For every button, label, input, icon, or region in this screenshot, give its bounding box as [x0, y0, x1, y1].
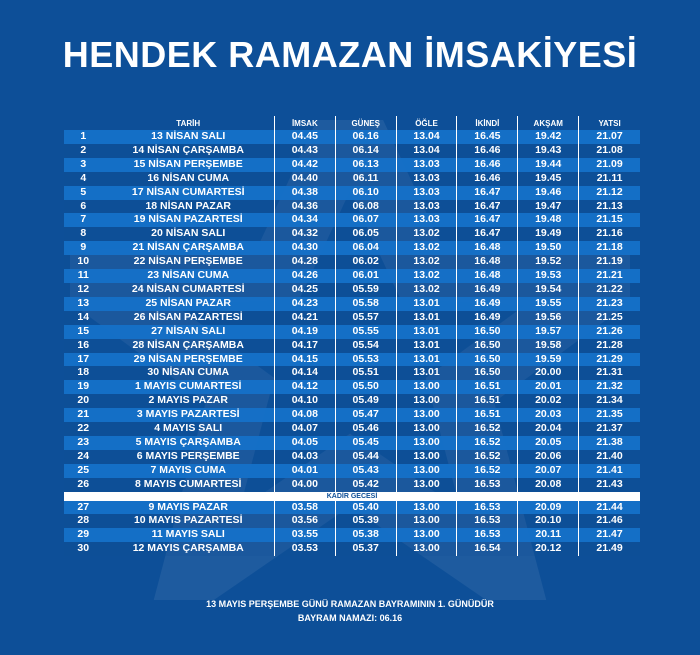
row-ikindi: 16.49 — [457, 297, 518, 311]
row-date: 22 NİSAN PERŞEMBE — [103, 255, 275, 269]
row-aksam: 19.46 — [518, 186, 579, 200]
table-row — [64, 255, 640, 269]
row-gunes: 06.08 — [336, 200, 397, 214]
row-ikindi: 16.54 — [457, 542, 518, 556]
row-aksam: 19.44 — [518, 158, 579, 172]
table-row — [64, 339, 640, 353]
row-yatsi: 21.23 — [579, 297, 640, 311]
row-date: 20 NİSAN SALI — [103, 227, 275, 241]
row-ogle: 13.03 — [397, 213, 458, 227]
row-ogle: 13.01 — [397, 366, 458, 380]
footer-bayram-note: 13 MAYIS PERŞEMBE GÜNÜ RAMAZAN BAYRAMININ 1. GÜNÜDÜR — [206, 599, 494, 609]
row-yatsi: 21.43 — [579, 478, 640, 492]
row-ogle: 13.00 — [397, 408, 458, 422]
table-row — [64, 478, 640, 492]
row-imsak: 04.26 — [275, 269, 336, 283]
row-aksam: 19.56 — [518, 311, 579, 325]
row-imsak: 03.55 — [275, 528, 336, 542]
row-gunes: 06.13 — [336, 158, 397, 172]
row-imsak: 04.05 — [275, 436, 336, 450]
row-ikindi: 16.51 — [457, 394, 518, 408]
row-yatsi: 21.37 — [579, 422, 640, 436]
row-date: 16 NİSAN CUMA — [103, 172, 275, 186]
row-gunes: 05.40 — [336, 501, 397, 515]
row-yatsi: 21.22 — [579, 283, 640, 297]
row-ogle: 13.00 — [397, 380, 458, 394]
row-ikindi: 16.45 — [457, 130, 518, 144]
row-ikindi: 16.47 — [457, 200, 518, 214]
row-aksam: 20.08 — [518, 478, 579, 492]
row-gunes: 06.16 — [336, 130, 397, 144]
row-aksam: 19.45 — [518, 172, 579, 186]
row-yatsi: 21.09 — [579, 158, 640, 172]
row-imsak: 04.14 — [275, 366, 336, 380]
row-ikindi: 16.50 — [457, 366, 518, 380]
row-date: 10 MAYIS PAZARTESİ — [103, 514, 275, 528]
row-number: 17 — [64, 353, 103, 367]
row-imsak: 03.56 — [275, 514, 336, 528]
row-number: 25 — [64, 464, 103, 478]
row-ogle: 13.02 — [397, 255, 458, 269]
header-no — [64, 116, 103, 130]
row-ikindi: 16.47 — [457, 186, 518, 200]
row-gunes: 06.14 — [336, 144, 397, 158]
row-ogle: 13.00 — [397, 542, 458, 556]
row-ikindi: 16.49 — [457, 311, 518, 325]
row-aksam: 20.03 — [518, 408, 579, 422]
row-ikindi: 16.46 — [457, 144, 518, 158]
row-number: 13 — [64, 297, 103, 311]
row-imsak: 04.36 — [275, 200, 336, 214]
table-row — [64, 501, 640, 515]
row-ogle: 13.01 — [397, 311, 458, 325]
row-aksam: 20.05 — [518, 436, 579, 450]
row-number: 9 — [64, 241, 103, 255]
row-gunes: 06.11 — [336, 172, 397, 186]
header-tarih: TARİH — [103, 116, 275, 130]
row-aksam: 19.49 — [518, 227, 579, 241]
row-gunes: 05.58 — [336, 297, 397, 311]
row-ogle: 13.03 — [397, 186, 458, 200]
row-gunes: 06.05 — [336, 227, 397, 241]
row-number: 1 — [64, 130, 103, 144]
row-ikindi: 16.50 — [457, 339, 518, 353]
row-imsak: 04.23 — [275, 297, 336, 311]
row-gunes: 05.49 — [336, 394, 397, 408]
row-aksam: 20.10 — [518, 514, 579, 528]
row-aksam: 20.09 — [518, 501, 579, 515]
table-row — [64, 528, 640, 542]
row-ikindi: 16.53 — [457, 514, 518, 528]
row-ogle: 13.02 — [397, 227, 458, 241]
row-gunes: 05.45 — [336, 436, 397, 450]
row-number: 23 — [64, 436, 103, 450]
row-date: 15 NİSAN PERŞEMBE — [103, 158, 275, 172]
row-imsak: 04.19 — [275, 325, 336, 339]
table-row — [64, 394, 640, 408]
row-date: 17 NİSAN CUMARTESİ — [103, 186, 275, 200]
row-date: 1 MAYIS CUMARTESİ — [103, 380, 275, 394]
row-yatsi: 21.11 — [579, 172, 640, 186]
row-ikindi: 16.47 — [457, 213, 518, 227]
row-date: 18 NİSAN PAZAR — [103, 200, 275, 214]
row-imsak: 04.40 — [275, 172, 336, 186]
row-number: 14 — [64, 311, 103, 325]
table-row — [64, 325, 640, 339]
row-ogle: 13.01 — [397, 353, 458, 367]
row-aksam: 19.58 — [518, 339, 579, 353]
row-date: 19 NİSAN PAZARTESİ — [103, 213, 275, 227]
row-ikindi: 16.46 — [457, 158, 518, 172]
table-row — [64, 408, 640, 422]
row-imsak: 04.07 — [275, 422, 336, 436]
row-aksam: 20.07 — [518, 464, 579, 478]
row-number: 5 — [64, 186, 103, 200]
row-aksam: 19.53 — [518, 269, 579, 283]
row-gunes: 06.02 — [336, 255, 397, 269]
row-yatsi: 21.49 — [579, 542, 640, 556]
row-number: 6 — [64, 200, 103, 214]
row-gunes: 05.57 — [336, 311, 397, 325]
kadir-gecesi-label: KADİR GECESİ — [64, 492, 640, 501]
row-date: 26 NİSAN PAZARTESİ — [103, 311, 275, 325]
row-yatsi: 21.44 — [579, 501, 640, 515]
row-ogle: 13.00 — [397, 478, 458, 492]
row-ogle: 13.04 — [397, 144, 458, 158]
row-yatsi: 21.07 — [579, 130, 640, 144]
row-number: 10 — [64, 255, 103, 269]
row-yatsi: 21.18 — [579, 241, 640, 255]
row-gunes: 05.54 — [336, 339, 397, 353]
kadir-gecesi-row — [64, 492, 640, 501]
row-ogle: 13.02 — [397, 269, 458, 283]
row-yatsi: 21.47 — [579, 528, 640, 542]
table-row — [64, 436, 640, 450]
row-yatsi: 21.21 — [579, 269, 640, 283]
row-imsak: 03.53 — [275, 542, 336, 556]
row-imsak: 04.12 — [275, 380, 336, 394]
row-ikindi: 16.51 — [457, 408, 518, 422]
row-ikindi: 16.47 — [457, 227, 518, 241]
row-imsak: 04.00 — [275, 478, 336, 492]
row-date: 14 NİSAN ÇARŞAMBA — [103, 144, 275, 158]
row-ikindi: 16.53 — [457, 478, 518, 492]
table-row — [64, 542, 640, 556]
row-ogle: 13.01 — [397, 325, 458, 339]
row-gunes: 05.37 — [336, 542, 397, 556]
header-ogle: ÖĞLE — [397, 116, 458, 130]
row-ikindi: 16.48 — [457, 269, 518, 283]
row-aksam: 19.50 — [518, 241, 579, 255]
row-number: 26 — [64, 478, 103, 492]
row-ogle: 13.02 — [397, 241, 458, 255]
page-title: HENDEK RAMAZAN İMSAKİYESİ — [62, 34, 638, 75]
row-date: 23 NİSAN CUMA — [103, 269, 275, 283]
table-row — [64, 172, 640, 186]
row-gunes: 06.07 — [336, 213, 397, 227]
row-date: 4 MAYIS SALI — [103, 422, 275, 436]
row-yatsi: 21.26 — [579, 325, 640, 339]
row-imsak: 04.08 — [275, 408, 336, 422]
row-number: 12 — [64, 283, 103, 297]
row-ikindi: 16.48 — [457, 241, 518, 255]
row-aksam: 20.02 — [518, 394, 579, 408]
row-gunes: 05.43 — [336, 464, 397, 478]
row-date: 25 NİSAN PAZAR — [103, 297, 275, 311]
row-ikindi: 16.48 — [457, 255, 518, 269]
table-row — [64, 380, 640, 394]
header-ikindi: İKİNDİ — [457, 116, 518, 130]
table-row — [64, 297, 640, 311]
row-date: 27 NİSAN SALI — [103, 325, 275, 339]
row-ogle: 13.03 — [397, 200, 458, 214]
row-gunes: 05.59 — [336, 283, 397, 297]
header-gunes: GÜNEŞ — [336, 116, 397, 130]
table-row — [64, 450, 640, 464]
row-number: 16 — [64, 339, 103, 353]
row-ikindi: 16.53 — [457, 501, 518, 515]
row-ogle: 13.00 — [397, 514, 458, 528]
row-imsak: 04.43 — [275, 144, 336, 158]
row-number: 28 — [64, 514, 103, 528]
row-date: 8 MAYIS CUMARTESİ — [103, 478, 275, 492]
table-row — [64, 366, 640, 380]
row-date: 12 MAYIS ÇARŞAMBA — [103, 542, 275, 556]
row-date: 7 MAYIS CUMA — [103, 464, 275, 478]
row-gunes: 06.10 — [336, 186, 397, 200]
row-number: 7 — [64, 213, 103, 227]
row-ikindi: 16.49 — [457, 283, 518, 297]
row-imsak: 04.17 — [275, 339, 336, 353]
row-yatsi: 21.46 — [579, 514, 640, 528]
row-yatsi: 21.38 — [579, 436, 640, 450]
row-date: 6 MAYIS PERŞEMBE — [103, 450, 275, 464]
row-aksam: 19.42 — [518, 130, 579, 144]
row-number: 3 — [64, 158, 103, 172]
row-imsak: 04.38 — [275, 186, 336, 200]
row-ogle: 13.00 — [397, 450, 458, 464]
row-yatsi: 21.13 — [579, 200, 640, 214]
row-date: 9 MAYIS PAZAR — [103, 501, 275, 515]
row-ogle: 13.02 — [397, 283, 458, 297]
row-gunes: 05.38 — [336, 528, 397, 542]
row-date: 5 MAYIS ÇARŞAMBA — [103, 436, 275, 450]
row-ikindi: 16.52 — [457, 436, 518, 450]
row-imsak: 04.25 — [275, 283, 336, 297]
row-ogle: 13.00 — [397, 501, 458, 515]
row-number: 2 — [64, 144, 103, 158]
table-row — [64, 130, 640, 144]
footer-bayram-namazi: BAYRAM NAMAZI: 06.16 — [297, 613, 403, 623]
row-yatsi: 21.28 — [579, 339, 640, 353]
row-aksam: 20.00 — [518, 366, 579, 380]
row-date: 30 NİSAN CUMA — [103, 366, 275, 380]
row-imsak: 04.15 — [275, 353, 336, 367]
row-aksam: 19.47 — [518, 200, 579, 214]
row-aksam: 19.43 — [518, 144, 579, 158]
row-number: 11 — [64, 269, 103, 283]
row-gunes: 06.04 — [336, 241, 397, 255]
row-imsak: 04.10 — [275, 394, 336, 408]
row-imsak: 04.01 — [275, 464, 336, 478]
row-imsak: 04.03 — [275, 450, 336, 464]
table-row — [64, 353, 640, 367]
row-number: 22 — [64, 422, 103, 436]
row-number: 15 — [64, 325, 103, 339]
table-row — [64, 158, 640, 172]
row-aksam: 20.04 — [518, 422, 579, 436]
row-yatsi: 21.34 — [579, 394, 640, 408]
row-date: 21 NİSAN ÇARŞAMBA — [103, 241, 275, 255]
row-number: 27 — [64, 501, 103, 515]
row-imsak: 04.32 — [275, 227, 336, 241]
header-row — [64, 116, 640, 130]
row-date: 24 NİSAN CUMARTESİ — [103, 283, 275, 297]
row-aksam: 20.12 — [518, 542, 579, 556]
row-imsak: 04.30 — [275, 241, 336, 255]
row-imsak: 03.58 — [275, 501, 336, 515]
row-number: 29 — [64, 528, 103, 542]
row-yatsi: 21.41 — [579, 464, 640, 478]
row-gunes: 05.55 — [336, 325, 397, 339]
row-ogle: 13.01 — [397, 339, 458, 353]
row-aksam: 19.48 — [518, 213, 579, 227]
row-ikindi: 16.53 — [457, 528, 518, 542]
row-gunes: 05.42 — [336, 478, 397, 492]
row-ogle: 13.00 — [397, 464, 458, 478]
row-yatsi: 21.08 — [579, 144, 640, 158]
row-ogle: 13.01 — [397, 297, 458, 311]
row-ogle: 13.00 — [397, 422, 458, 436]
row-yatsi: 21.25 — [579, 311, 640, 325]
row-ikindi: 16.52 — [457, 464, 518, 478]
row-gunes: 06.01 — [336, 269, 397, 283]
row-yatsi: 21.29 — [579, 353, 640, 367]
row-aksam: 19.59 — [518, 353, 579, 367]
row-number: 21 — [64, 408, 103, 422]
table-row — [64, 200, 640, 214]
row-ogle: 13.03 — [397, 158, 458, 172]
row-yatsi: 21.19 — [579, 255, 640, 269]
row-date: 13 NİSAN SALI — [103, 130, 275, 144]
row-ikindi: 16.52 — [457, 450, 518, 464]
row-number: 4 — [64, 172, 103, 186]
row-number: 8 — [64, 227, 103, 241]
table-row — [64, 422, 640, 436]
row-aksam: 19.55 — [518, 297, 579, 311]
row-number: 30 — [64, 542, 103, 556]
table-row — [64, 464, 640, 478]
row-yatsi: 21.35 — [579, 408, 640, 422]
row-gunes: 05.47 — [336, 408, 397, 422]
table-row — [64, 213, 640, 227]
row-ikindi: 16.50 — [457, 325, 518, 339]
row-aksam: 20.06 — [518, 450, 579, 464]
row-gunes: 05.44 — [336, 450, 397, 464]
row-gunes: 05.39 — [336, 514, 397, 528]
row-date: 3 MAYIS PAZARTESİ — [103, 408, 275, 422]
row-imsak: 04.42 — [275, 158, 336, 172]
row-ogle: 13.00 — [397, 528, 458, 542]
row-aksam: 20.11 — [518, 528, 579, 542]
row-ikindi: 16.50 — [457, 353, 518, 367]
row-aksam: 19.57 — [518, 325, 579, 339]
table-row — [64, 311, 640, 325]
row-yatsi: 21.31 — [579, 366, 640, 380]
table-row — [64, 227, 640, 241]
row-ogle: 13.00 — [397, 394, 458, 408]
schedule-body — [64, 130, 640, 556]
row-gunes: 05.50 — [336, 380, 397, 394]
row-number: 19 — [64, 380, 103, 394]
row-ikindi: 16.52 — [457, 422, 518, 436]
row-yatsi: 21.15 — [579, 213, 640, 227]
row-ikindi: 16.51 — [457, 380, 518, 394]
row-gunes: 05.53 — [336, 353, 397, 367]
table-row — [64, 514, 640, 528]
row-imsak: 04.21 — [275, 311, 336, 325]
row-date: 11 MAYIS SALI — [103, 528, 275, 542]
row-gunes: 05.46 — [336, 422, 397, 436]
row-number: 18 — [64, 366, 103, 380]
row-imsak: 04.45 — [275, 130, 336, 144]
row-ogle: 13.04 — [397, 130, 458, 144]
row-ogle: 13.03 — [397, 172, 458, 186]
row-date: 28 NİSAN ÇARŞAMBA — [103, 339, 275, 353]
row-aksam: 19.54 — [518, 283, 579, 297]
row-number: 24 — [64, 450, 103, 464]
row-imsak: 04.34 — [275, 213, 336, 227]
row-aksam: 19.52 — [518, 255, 579, 269]
row-yatsi: 21.12 — [579, 186, 640, 200]
row-imsak: 04.28 — [275, 255, 336, 269]
row-ikindi: 16.46 — [457, 172, 518, 186]
table-row — [64, 283, 640, 297]
row-yatsi: 21.40 — [579, 450, 640, 464]
row-date: 2 MAYIS PAZAR — [103, 394, 275, 408]
header-yatsi: YATSI — [598, 118, 621, 128]
schedule-table — [64, 116, 640, 556]
table-row — [64, 186, 640, 200]
row-ogle: 13.00 — [397, 436, 458, 450]
row-number: 20 — [64, 394, 103, 408]
row-gunes: 05.51 — [336, 366, 397, 380]
row-yatsi: 21.16 — [579, 227, 640, 241]
row-date: 29 NİSAN PERŞEMBE — [103, 353, 275, 367]
header-imsak: İMSAK — [275, 116, 336, 130]
row-yatsi: 21.32 — [579, 380, 640, 394]
row-aksam: 20.01 — [518, 380, 579, 394]
table-row — [64, 269, 640, 283]
header-aksam: AKŞAM — [518, 116, 579, 130]
table-row — [64, 241, 640, 255]
table-row — [64, 144, 640, 158]
